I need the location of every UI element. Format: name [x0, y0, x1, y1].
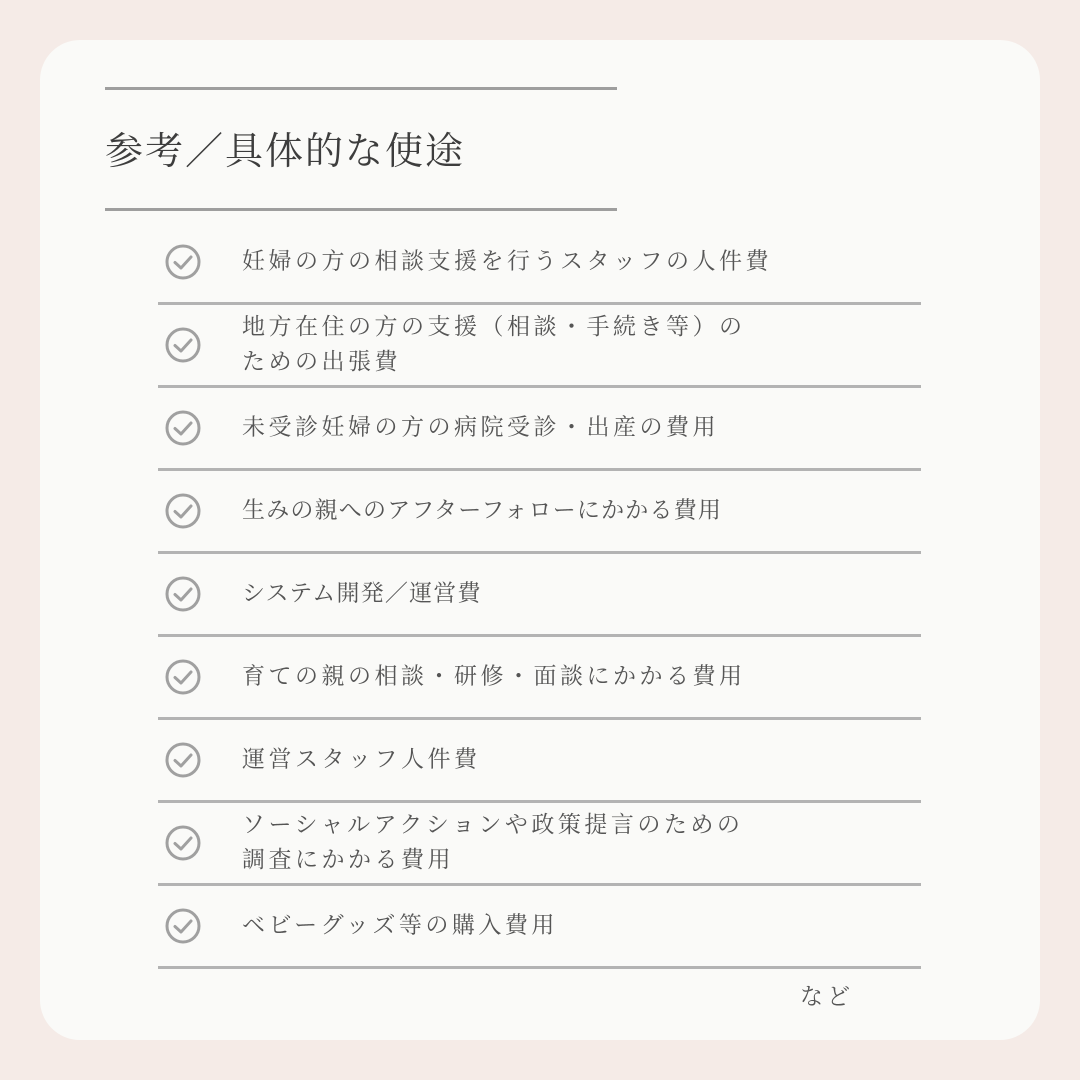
check-circle-icon	[165, 908, 201, 944]
item-label: システム開発／運営費	[242, 580, 482, 607]
check-circle-icon	[165, 244, 201, 280]
title-top-divider	[105, 87, 617, 90]
list-item	[158, 886, 921, 969]
list-item	[158, 554, 921, 637]
title-bottom-divider	[105, 208, 617, 211]
check-circle-icon	[165, 493, 201, 529]
item-label: ベビーグッズ等の購入費用	[242, 912, 558, 939]
check-circle-icon	[165, 742, 201, 778]
item-label: 育ての親の相談・研修・面談にかかる費用	[242, 663, 746, 690]
list-item	[158, 305, 921, 388]
check-circle-icon	[165, 410, 201, 446]
check-circle-icon	[165, 327, 201, 363]
footer-note: など	[800, 984, 854, 1010]
item-label: 妊婦の方の相談支援を行うスタッフの人件費	[242, 248, 772, 275]
item-label: ソーシャルアクションや政策提言のための 調査にかかる費用	[242, 812, 744, 873]
usage-list	[158, 222, 921, 969]
check-circle-icon	[165, 659, 201, 695]
list-item	[158, 471, 921, 554]
list-item	[158, 720, 921, 803]
check-circle-icon	[165, 576, 201, 612]
list-item	[158, 388, 921, 471]
item-label: 生みの親へのアフターフォローにかかる費用	[242, 497, 723, 524]
item-label: 地方在住の方の支援（相談・手続き等）の ための出張費	[242, 314, 746, 375]
check-circle-icon	[165, 825, 201, 861]
list-item	[158, 803, 921, 886]
item-label: 未受診妊婦の方の病院受診・出産の費用	[242, 414, 719, 441]
list-item	[158, 637, 921, 720]
item-label: 運営スタッフ人件費	[242, 746, 481, 773]
list-item	[158, 222, 921, 305]
page-title: 参考／具体的な使途	[105, 129, 466, 173]
